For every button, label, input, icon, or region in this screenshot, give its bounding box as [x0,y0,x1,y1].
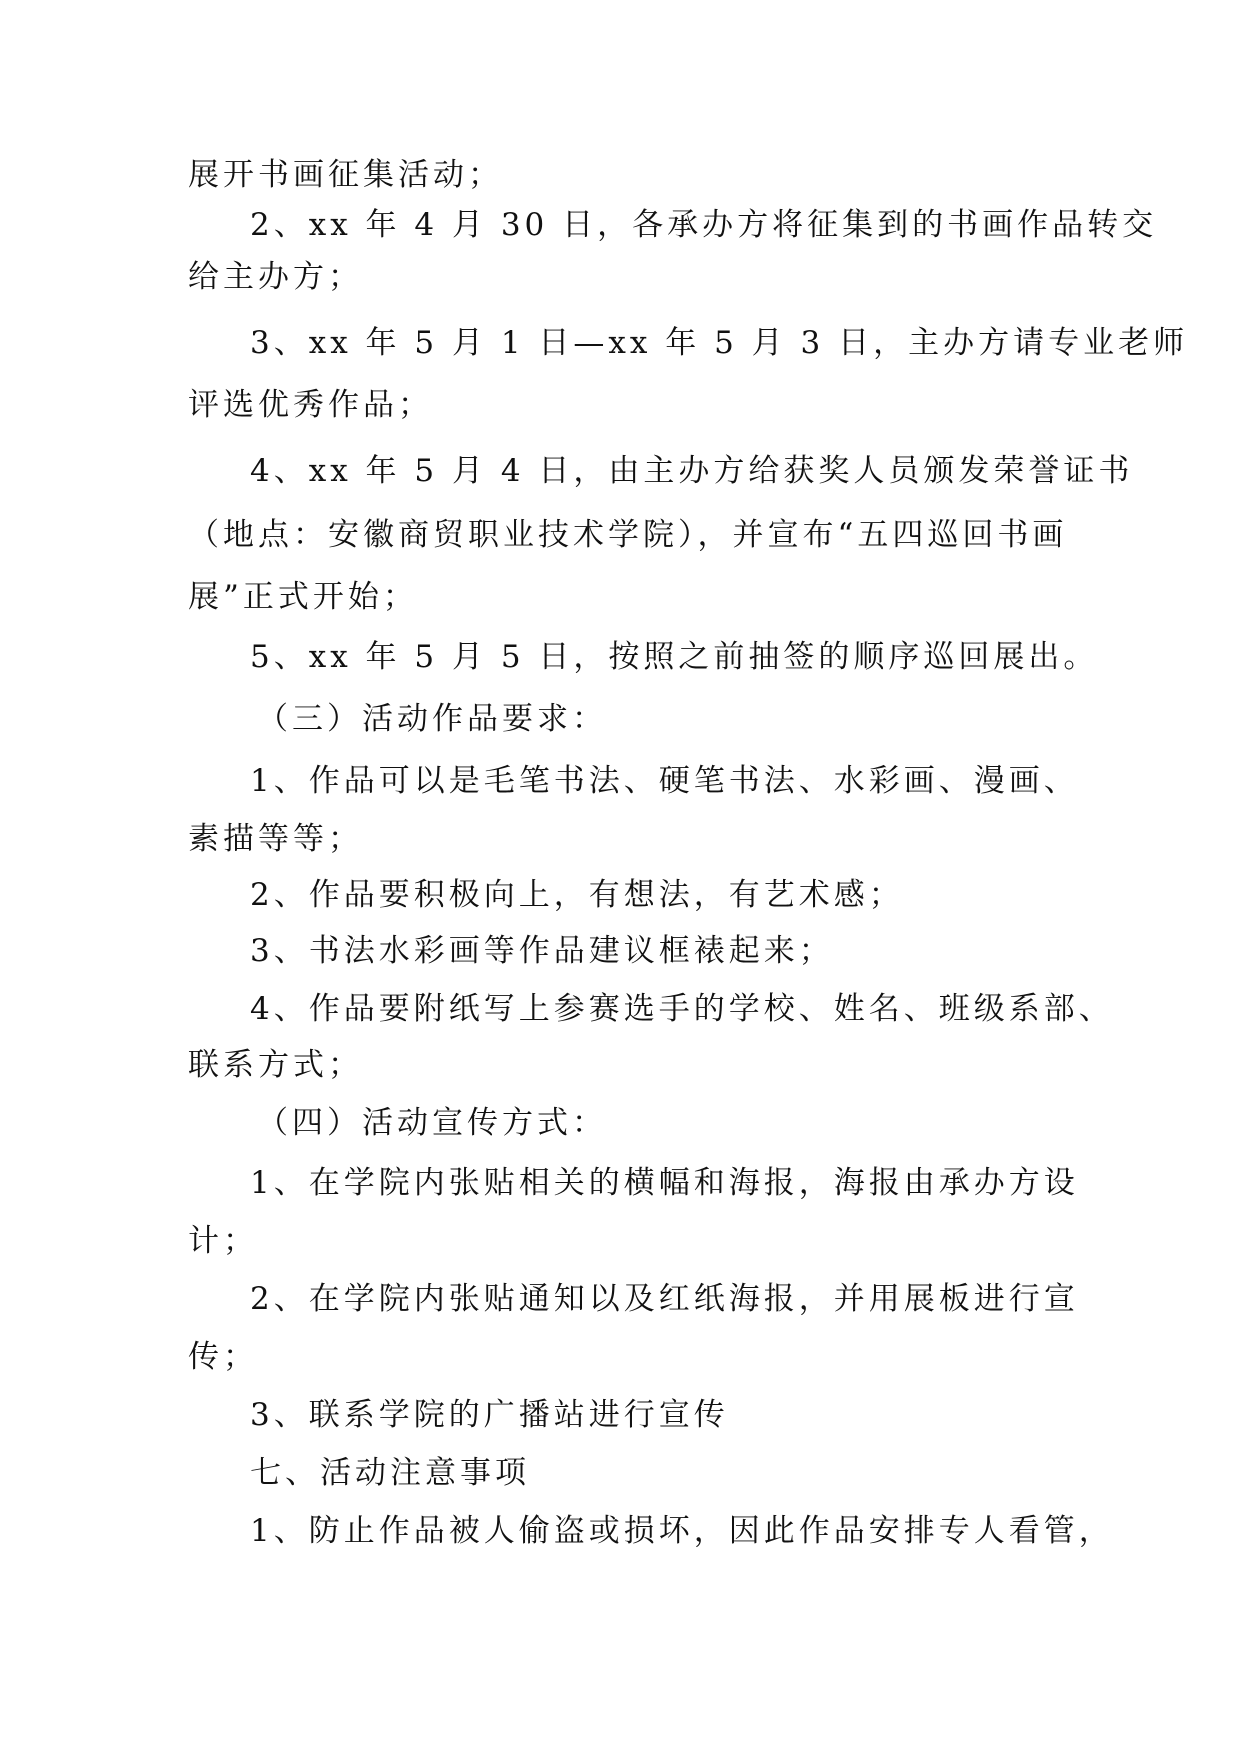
text-line-23: 七、活动注意事项 [250,1455,530,1491]
text-line-21: 传； [188,1339,258,1375]
text-line-18: 1、在学院内张贴相关的横幅和海报，海报由承办方设 [250,1165,1079,1201]
text-line-11: 1、作品可以是毛笔书法、硬笔书法、水彩画、漫画、 [250,763,1079,799]
text-line-10: （三）活动作品要求： [257,701,607,737]
text-line-8: 展”正式开始； [188,579,418,615]
text-line-4: 3、xx 年 5 月 1 日—xx 年 5 月 3 日，主办方请专业老师 [250,325,1189,361]
text-line-6: 4、xx 年 5 月 4 日，由主办方给获奖人员颁发荣誉证书 [250,453,1134,489]
text-line-17: （四）活动宣传方式： [257,1105,607,1141]
text-line-3: 给主办方； [188,259,363,295]
text-line-1: 展开书画征集活动； [188,157,503,193]
text-line-13: 2、作品要积极向上，有想法，有艺术感； [250,877,904,913]
text-line-22: 3、联系学院的广播站进行宣传 [250,1397,729,1433]
text-line-16: 联系方式； [188,1047,363,1083]
text-line-24: 1、防止作品被人偷盗或损坏，因此作品安排专人看管， [250,1513,1114,1549]
text-line-14: 3、书法水彩画等作品建议框裱起来； [250,933,834,969]
text-line-20: 2、在学院内张贴通知以及红纸海报，并用展板进行宣 [250,1281,1079,1317]
text-line-5: 评选优秀作品； [188,387,433,423]
text-line-19: 计； [188,1223,258,1259]
text-line-2: 2、xx 年 4 月 30 日，各承办方将征集到的书画作品转交 [250,207,1158,243]
text-line-12: 素描等等； [188,821,363,857]
text-line-7: （地点：安徽商贸职业技术学院），并宣布“五四巡回书画 [188,517,1068,553]
text-line-9: 5、xx 年 5 月 5 日，按照之前抽签的顺序巡回展出。 [250,639,1099,675]
text-line-15: 4、作品要附纸写上参赛选手的学校、姓名、班级系部、 [250,991,1114,1027]
